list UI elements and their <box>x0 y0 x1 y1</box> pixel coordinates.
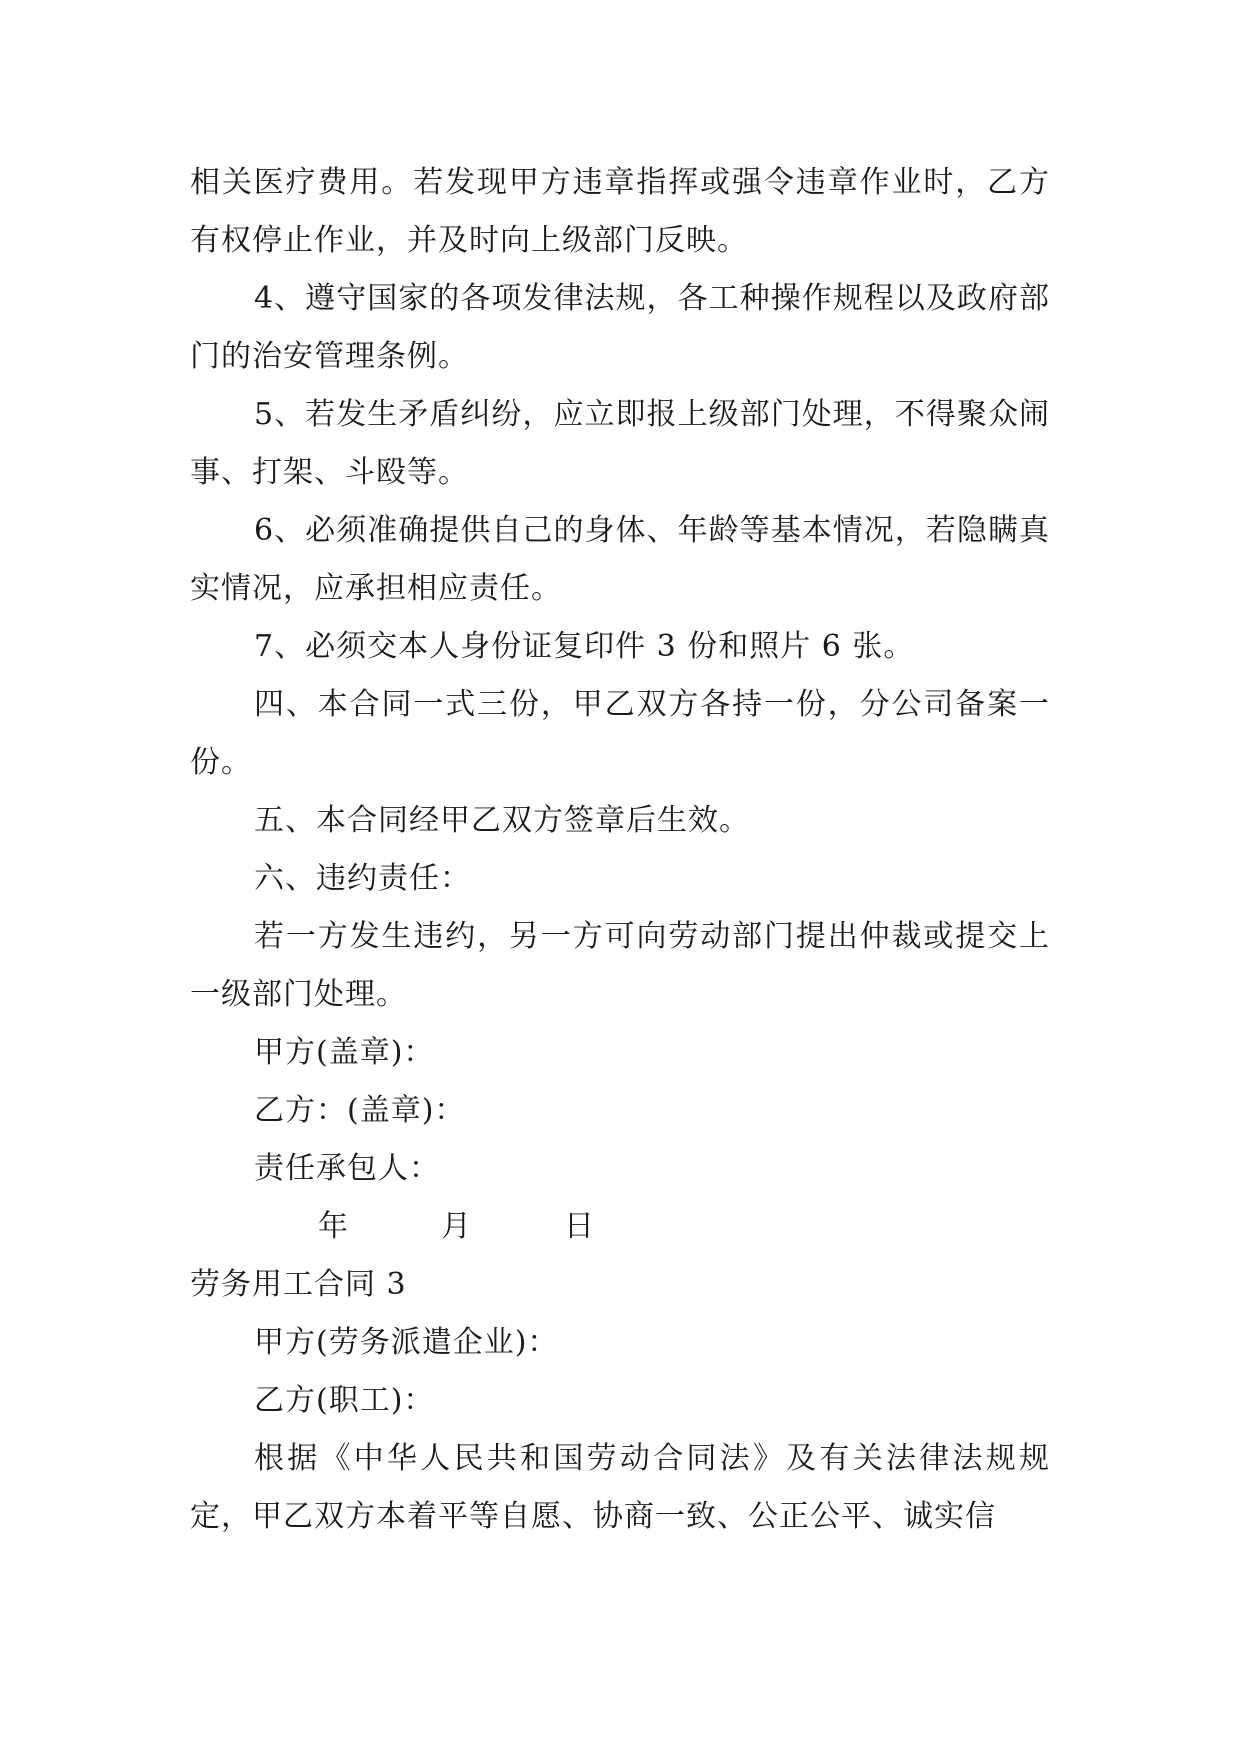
paragraph-legal-basis: 根据《中华人民共和国劳动合同法》及有关法律法规规定，甲乙双方本着平等自愿、协商一致、公正公平、诚实信 <box>190 1441 1050 1534</box>
date-line <box>190 1198 1050 1256</box>
party-a-seal-line: 甲方(盖章)： <box>254 1035 435 1070</box>
paragraph-clause-5: 五、本合同经甲乙双方签章后生效。 <box>254 803 750 838</box>
paragraph-breach-terms: 若一方发生违约，另一方可向劳动部门提出仲裁或提交上一级部门处理。 <box>190 919 1050 1012</box>
document-body <box>190 154 1050 1546</box>
paragraph-clause-6-heading: 六、违约责任： <box>254 861 471 896</box>
paragraph-clause-4: 四、本合同一式三份，甲乙双方各持一份，分公司备案一份。 <box>190 687 1050 780</box>
paragraph-item-4: 4、遵守国家的各项发律法规，各工种操作规程以及政府部门的治安管理条例。 <box>190 281 1050 374</box>
paragraph-medical-expenses: 相关医疗费用。若发现甲方违章指挥或强令违章作业时，乙方有权停止作业，并及时向上级部门反映。 <box>190 165 1050 258</box>
party-b-seal-line: 乙方：(盖章)： <box>254 1093 466 1128</box>
date-day: 日 <box>564 1209 595 1244</box>
paragraph-item-6: 6、必须准确提供自己的身体、年龄等基本情况，若隐瞒真实情况，应承担相应责任。 <box>190 513 1050 606</box>
section-title: 劳务用工合同 3 <box>190 1267 407 1302</box>
party-a-employer-line: 甲方(劳务派遣企业)： <box>254 1325 559 1360</box>
date-month: 月 <box>441 1209 472 1244</box>
paragraph-item-5: 5、若发生矛盾纠纷，应立即报上级部门处理，不得聚众闹事、打架、斗殴等。 <box>190 397 1050 490</box>
date-year: 年 <box>318 1209 349 1244</box>
contractor-signature-line: 责任承包人： <box>254 1151 440 1186</box>
paragraph-item-7: 7、必须交本人身份证复印件 3 份和照片 6 张。 <box>254 629 915 664</box>
party-b-employee-line: 乙方(职工)： <box>254 1383 435 1418</box>
